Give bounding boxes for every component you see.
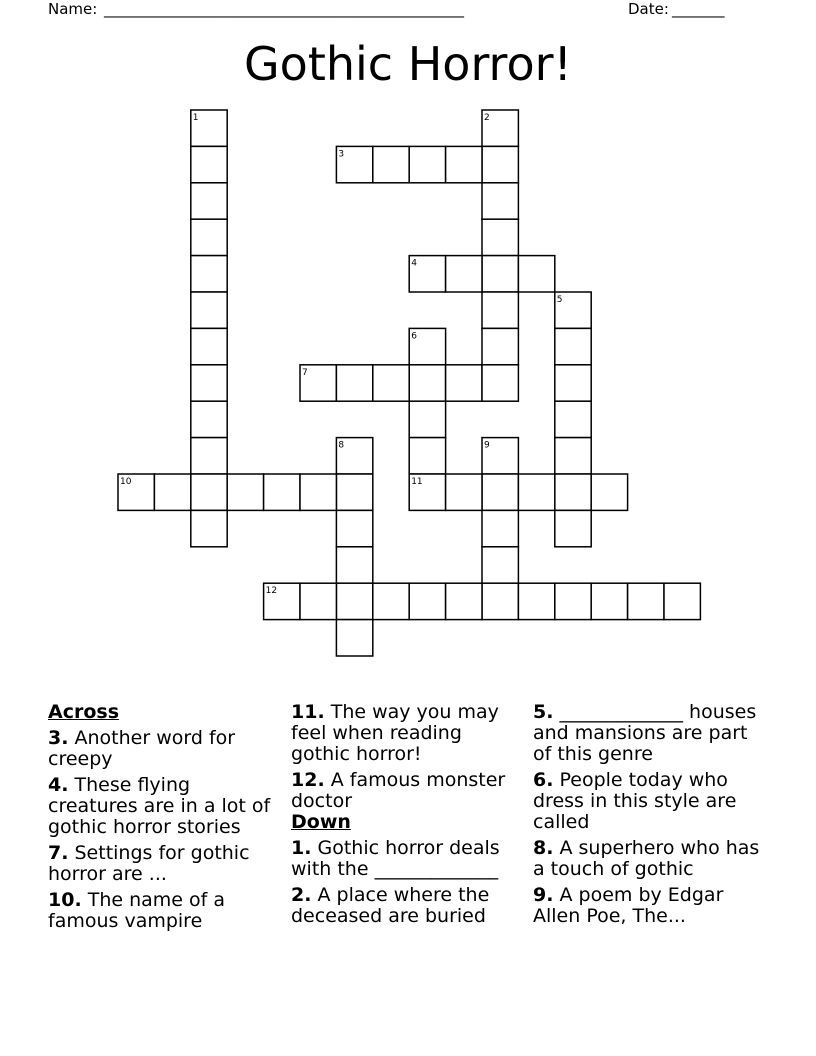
clue-down-5 — [533, 702, 769, 765]
clue-number: 6. — [533, 769, 554, 791]
grid-cell[interactable] — [518, 474, 554, 510]
clue-number: 12. — [291, 769, 325, 791]
grid-cell[interactable] — [446, 365, 482, 401]
clue-column-1 — [48, 702, 284, 937]
grid-cell[interactable] — [482, 438, 518, 474]
grid-cell[interactable] — [482, 583, 518, 619]
grid-cell[interactable] — [409, 438, 445, 474]
clue-number: 11. — [291, 701, 325, 723]
grid-cell[interactable] — [409, 328, 445, 364]
grid-cell[interactable] — [336, 620, 372, 656]
grid-cell[interactable] — [446, 583, 482, 619]
clue-number: 5. — [533, 701, 554, 723]
clue-text: People today who dress in this style are called — [533, 769, 737, 833]
grid-cell[interactable] — [555, 365, 591, 401]
puzzle-title: Gothic Horror! — [244, 37, 572, 91]
grid-cell[interactable] — [446, 146, 482, 182]
grid-cell[interactable] — [191, 256, 227, 292]
grid-cell[interactable] — [191, 438, 227, 474]
grid-cell[interactable] — [555, 292, 591, 328]
grid-cell[interactable] — [446, 474, 482, 510]
grid-cell[interactable] — [336, 438, 372, 474]
grid-cell[interactable] — [336, 583, 372, 619]
grid-cell[interactable] — [409, 365, 445, 401]
grid-number: 5 — [556, 295, 563, 305]
clue-across-11 — [291, 702, 521, 765]
grid-cell[interactable] — [555, 474, 591, 510]
grid-cell[interactable] — [191, 183, 227, 219]
grid-cell[interactable] — [336, 474, 372, 510]
grid-cell[interactable] — [191, 401, 227, 437]
grid-number: 1 — [192, 113, 199, 123]
grid-number: 11 — [411, 477, 423, 487]
across-heading: Across — [48, 701, 120, 723]
grid-cell[interactable] — [482, 256, 518, 292]
clue-across-3 — [48, 728, 284, 770]
grid-cell[interactable] — [664, 583, 700, 619]
grid-cell[interactable] — [482, 110, 518, 146]
grid-cell[interactable] — [482, 146, 518, 182]
grid-cell[interactable] — [191, 365, 227, 401]
grid-cell[interactable] — [191, 219, 227, 255]
date-field[interactable]: _______ — [672, 0, 725, 18]
grid-cell[interactable] — [191, 474, 227, 510]
clue-across-10 — [48, 890, 284, 932]
grid-cell[interactable] — [482, 328, 518, 364]
grid-cell[interactable] — [336, 510, 372, 546]
grid-cell[interactable] — [482, 474, 518, 510]
clue-down-1 — [291, 838, 521, 880]
clue-number: 1. — [291, 837, 312, 859]
clue-text: The way you may feel when reading gothic horror! — [291, 701, 499, 765]
clue-text: Gothic horror deals with the _____________ — [291, 837, 500, 880]
grid-number: 10 — [120, 477, 132, 487]
clue-down-8 — [533, 838, 769, 880]
grid-number: 6 — [411, 331, 417, 342]
grid-number: 3 — [338, 149, 345, 160]
grid-cell[interactable] — [555, 401, 591, 437]
grid-cell[interactable] — [591, 583, 627, 619]
grid-number: 7 — [302, 367, 308, 378]
grid-cell[interactable] — [118, 474, 154, 510]
grid-cell[interactable] — [300, 365, 336, 401]
name-field[interactable]: ________________________________________________ — [104, 0, 464, 18]
clue-text: _____________ houses and mansions are part of this genre — [533, 701, 757, 765]
grid-number: 4 — [411, 258, 417, 269]
clue-number: 8. — [533, 837, 554, 859]
grid-cell[interactable] — [482, 510, 518, 546]
date-label: Date: — [628, 0, 669, 18]
grid-cell[interactable] — [191, 328, 227, 364]
grid-cell[interactable] — [628, 583, 664, 619]
clue-text: The name of a famous vampire — [48, 889, 226, 932]
worksheet-header — [48, 0, 748, 20]
clue-column-3 — [533, 702, 769, 932]
grid-cell[interactable] — [482, 183, 518, 219]
clue-column-2 — [291, 702, 521, 932]
clue-text: Another word for creepy — [48, 727, 236, 770]
clue-text: Settings for gothic horror are ... — [48, 842, 250, 885]
grid-cell[interactable] — [264, 583, 300, 619]
clue-number: 9. — [533, 884, 554, 906]
grid-cell[interactable] — [446, 256, 482, 292]
grid-cell[interactable] — [300, 583, 336, 619]
grid-cell[interactable] — [555, 583, 591, 619]
clue-number: 10. — [48, 889, 82, 911]
grid-cell[interactable] — [482, 219, 518, 255]
grid-number: 2 — [484, 113, 490, 123]
clue-text: These flying creatures are in a lot of gothic horror stories — [48, 774, 271, 838]
clue-text: A superhero who has a touch of gothic — [533, 837, 760, 880]
clue-down-2 — [291, 885, 521, 927]
grid-cell[interactable] — [373, 365, 409, 401]
grid-number: 12 — [265, 586, 278, 597]
grid-number: 9 — [484, 440, 490, 451]
grid-cell[interactable] — [518, 256, 554, 292]
grid-cell[interactable] — [482, 547, 518, 583]
clue-text: A place where the deceased are buried — [291, 884, 490, 927]
grid-cell[interactable] — [555, 510, 591, 546]
grid-cell[interactable] — [191, 146, 227, 182]
grid-cell[interactable] — [482, 365, 518, 401]
grid-cell[interactable] — [191, 110, 227, 146]
clue-down-6 — [533, 770, 769, 833]
grid-cell[interactable] — [336, 547, 372, 583]
clue-text: A poem by Edgar Allen Poe, The... — [533, 884, 724, 927]
grid-cell[interactable] — [373, 583, 409, 619]
grid-cell[interactable] — [336, 146, 372, 182]
grid-cell[interactable] — [591, 474, 627, 510]
grid-cell[interactable] — [409, 583, 445, 619]
grid-number: 8 — [338, 440, 345, 451]
clue-number: 3. — [48, 727, 69, 749]
grid-cell[interactable] — [264, 474, 300, 510]
clue-text: A famous monster doctor — [291, 769, 506, 812]
name-label: Name: — [48, 0, 98, 18]
clue-across-4 — [48, 775, 284, 838]
grid-cell[interactable] — [409, 401, 445, 437]
grid-cell[interactable] — [482, 292, 518, 328]
grid-cell[interactable] — [409, 474, 445, 510]
clue-number: 4. — [48, 774, 69, 796]
grid-cell[interactable] — [373, 146, 409, 182]
grid-cell[interactable] — [336, 365, 372, 401]
grid-cell[interactable] — [409, 146, 445, 182]
grid-cell[interactable] — [555, 328, 591, 364]
clue-number: 7. — [48, 842, 69, 864]
grid-cell[interactable] — [555, 438, 591, 474]
grid-cell[interactable] — [300, 474, 336, 510]
grid-cell[interactable] — [227, 474, 263, 510]
grid-cell[interactable] — [154, 474, 190, 510]
clue-across-12 — [291, 770, 521, 812]
grid-cell[interactable] — [191, 292, 227, 328]
clue-across-7 — [48, 843, 284, 885]
grid-cell[interactable] — [191, 510, 227, 546]
down-heading: Down — [291, 811, 351, 833]
clue-down-9 — [533, 885, 769, 927]
grid-cell[interactable] — [409, 256, 445, 292]
clue-number: 2. — [291, 884, 312, 906]
grid-cell[interactable] — [518, 583, 554, 619]
